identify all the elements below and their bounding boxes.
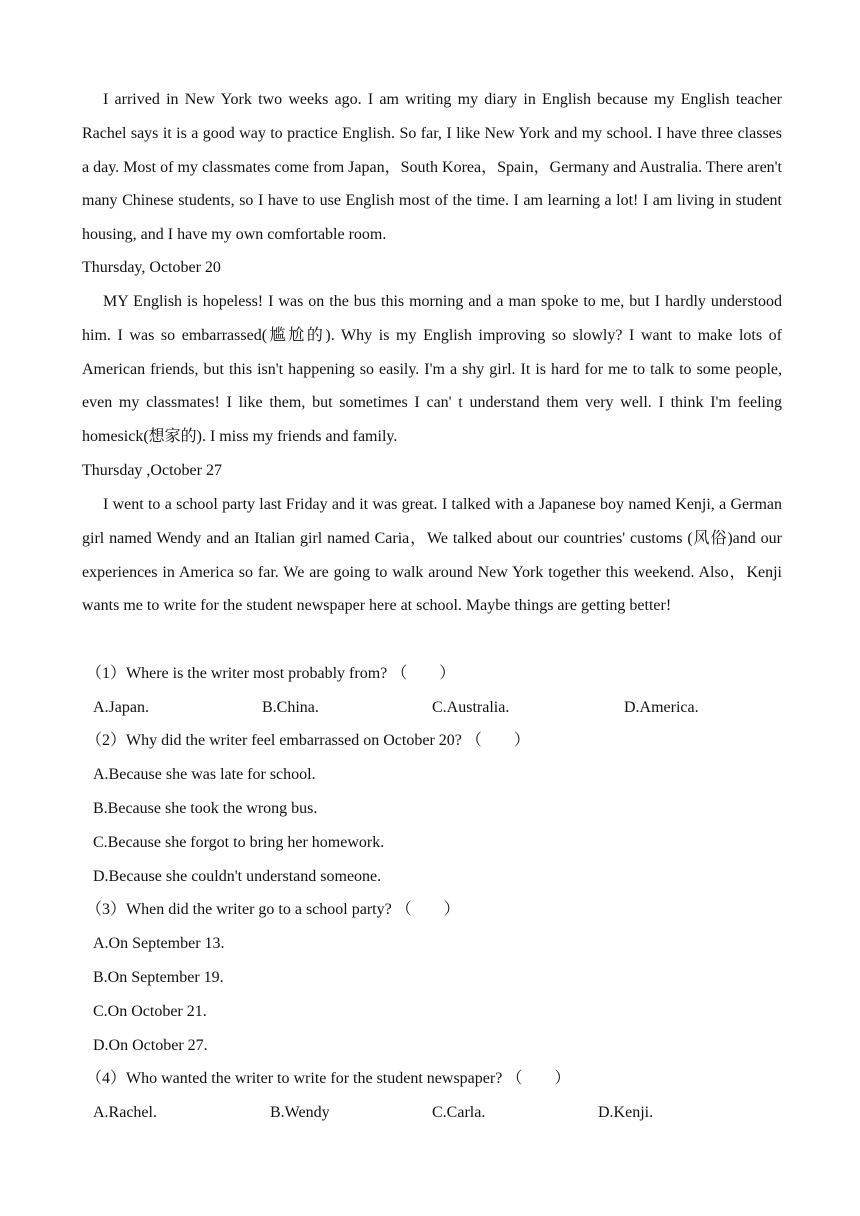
question-1-option-b[interactable]: B.China. [262,699,319,716]
question-3-stem: （3）When did the writer go to a school party? （ ） [86,901,460,918]
question-2-option-b[interactable]: B.Because she took the wrong bus. [93,800,318,817]
question-3-option-c[interactable]: C.On October 21. [93,1003,207,1020]
question-2-option-a[interactable]: A.Because she was late for school. [93,766,316,783]
question-2-option-d[interactable]: D.Because she couldn't understand someone. [93,868,382,885]
question-1-option-d[interactable]: D.America. [624,699,699,716]
question-1-option-a[interactable]: A.Japan. [93,699,149,716]
question-2-option-c[interactable]: C.Because she forgot to bring her homework. [93,834,385,851]
diary-paragraph-1: I arrived in New York two weeks ago. I am writing my diary in English because my English teacher Rachel says it is a good way to practice English. So far, I like New York and my school. I have three classes a day. Most of my classmates come from Japan，South Korea，Spain，Germany and Australia. There aren't many Chinese students, so I have to use English most of the time. I am learning a lot! I am living in student housing, and I have my own comfortable room. [82,91,782,244]
diary-paragraph-2: MY English is hopeless! I was on the bus this morning and a man spoke to me, but I hardly understood him. I was so embarrassed(尴尬的). Why is my English improving so slowly? I want to make lots of American friends, but this isn't happening so easily. I'm a shy girl. It is hard for me to talk to some people, even my classmates! I like them, but sometimes I can' t understand them very well. I think I'm feeling homesick(想家的). I miss my friends and family. [82,293,782,446]
question-4-option-a[interactable]: A.Rachel. [93,1104,157,1121]
question-3-option-d[interactable]: D.On October 27. [93,1037,208,1054]
question-3-option-b[interactable]: B.On September 19. [93,969,224,986]
diary-paragraph-3: I went to a school party last Friday and it was great. I talked with a Japanese boy named Kenji, a German girl named Wendy and an Italian girl named Caria，We talked about our countries' customs (风俗)and our experiences in America so far. We are going to walk around New York together this weekend. Also，Kenji wants me to write for the student newspaper here at school. Maybe things are getting better! [82,496,782,615]
question-1-option-c[interactable]: C.Australia. [432,699,510,716]
question-3-option-a[interactable]: A.On September 13. [93,935,225,952]
question-2-stem: （2）Why did the writer feel embarrassed on October 20? （ ） [86,732,530,749]
question-1-stem: （1）Where is the writer most probably from? （ ） [86,665,456,682]
question-4-option-d[interactable]: D.Kenji. [598,1104,654,1121]
question-4-option-b[interactable]: B.Wendy [270,1104,330,1121]
question-4-option-c[interactable]: C.Carla. [432,1104,486,1121]
diary-date-october-20: Thursday, October 20 [82,259,221,276]
diary-date-october-27: Thursday ,October 27 [82,462,222,479]
question-4-stem: （4）Who wanted the writer to write for the student newspaper? （ ） [86,1070,571,1087]
